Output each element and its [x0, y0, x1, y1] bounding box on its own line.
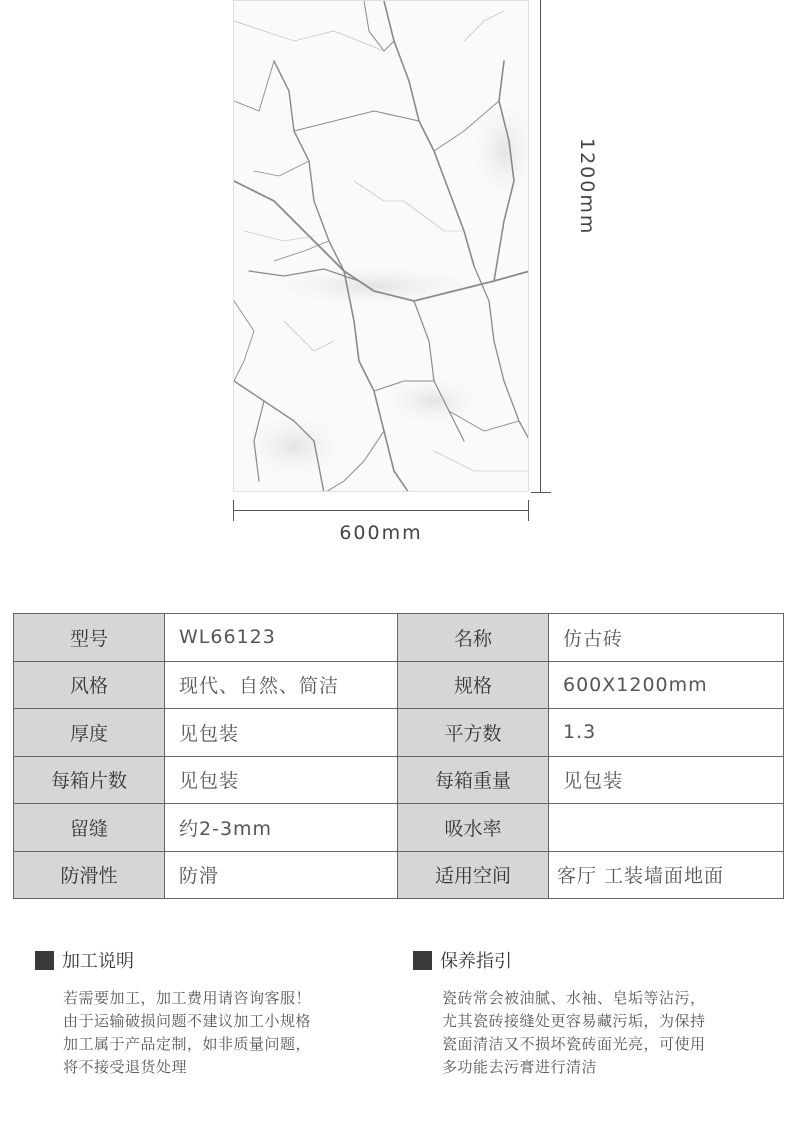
- spec-value-thickness: 见包装: [165, 709, 398, 757]
- processing-notes-title: 加工说明: [62, 951, 134, 972]
- spec-key-pieces-per-box: 每箱片数: [14, 756, 165, 804]
- spec-table: [13, 613, 784, 899]
- width-dimension-label: 600mm: [339, 522, 423, 544]
- spec-key-anti-slip: 防滑性: [14, 851, 165, 899]
- processing-note-line: 若需要加工，加工费用请咨询客服！: [63, 989, 312, 1007]
- spec-key-area: 平方数: [398, 709, 549, 757]
- maintenance-note-line: 尤其瓷砖接缝处更容易藏污垢，为保持: [442, 1012, 706, 1030]
- maintenance-guide-body: [442, 987, 706, 1079]
- maintenance-note-line: 瓷砖常会被油腻、水袖、皂垢等沾污，: [442, 989, 706, 1007]
- spec-value-grout-gap: 约2-3mm: [165, 804, 398, 852]
- width-dimension-line: [233, 510, 529, 511]
- maintenance-guide-heading: [413, 948, 512, 972]
- maintenance-note-line: 多功能去污膏进行清洁: [442, 1058, 598, 1076]
- spec-value-name: 仿古砖: [549, 614, 784, 662]
- processing-note-line: 由于运输破损问题不建议加工小规格: [63, 1012, 312, 1030]
- spec-row: [14, 851, 784, 899]
- spec-value-model: WL66123: [165, 614, 398, 662]
- spec-row: [14, 756, 784, 804]
- spec-row: [14, 709, 784, 757]
- spec-row: [14, 661, 784, 709]
- spec-value-pieces-per-box: 见包装: [165, 756, 398, 804]
- spec-key-water-absorption: 吸水率: [398, 804, 549, 852]
- spec-key-applicable-space: 适用空间: [398, 851, 549, 899]
- spec-value-applicable-space: 客厅 工装墙面地面: [549, 851, 784, 899]
- square-bullet-icon: [413, 951, 432, 970]
- spec-key-name: 名称: [398, 614, 549, 662]
- spec-row: [14, 614, 784, 662]
- processing-notes-heading: [35, 948, 134, 972]
- marble-tile-image: [233, 0, 529, 492]
- processing-note-line: 将不接受退货处理: [63, 1058, 188, 1076]
- spec-value-anti-slip: 防滑: [165, 851, 398, 899]
- spec-value-box-weight: 见包装: [549, 756, 784, 804]
- processing-notes-body: [63, 987, 311, 1079]
- spec-value-size: 600X1200mm: [549, 661, 784, 709]
- height-dimension-label: 1200mm: [576, 138, 598, 236]
- width-dimension-left-tick: [233, 500, 234, 521]
- spec-key-grout-gap: 留缝: [14, 804, 165, 852]
- maintenance-guide-title: 保养指引: [440, 951, 512, 972]
- spec-row: [14, 804, 784, 852]
- square-bullet-icon: [35, 951, 54, 970]
- spec-key-box-weight: 每箱重量: [398, 756, 549, 804]
- spec-value-style: 现代、自然、简洁: [165, 661, 398, 709]
- spec-key-size: 规格: [398, 661, 549, 709]
- width-dimension-right-tick: [528, 500, 529, 521]
- spec-value-water-absorption: [549, 804, 784, 852]
- maintenance-note-line: 瓷面清洁又不损坏瓷砖面光亮，可使用: [442, 1035, 706, 1053]
- processing-note-line: 加工属于产品定制，如非质量问题，: [63, 1035, 312, 1053]
- spec-key-style: 风格: [14, 661, 165, 709]
- height-dimension-line: [540, 0, 541, 493]
- spec-key-thickness: 厚度: [14, 709, 165, 757]
- spec-key-model: 型号: [14, 614, 165, 662]
- spec-value-area: 1.3: [549, 709, 784, 757]
- marble-vein-pattern: [234, 1, 529, 492]
- height-dimension-end-tick: [531, 492, 551, 493]
